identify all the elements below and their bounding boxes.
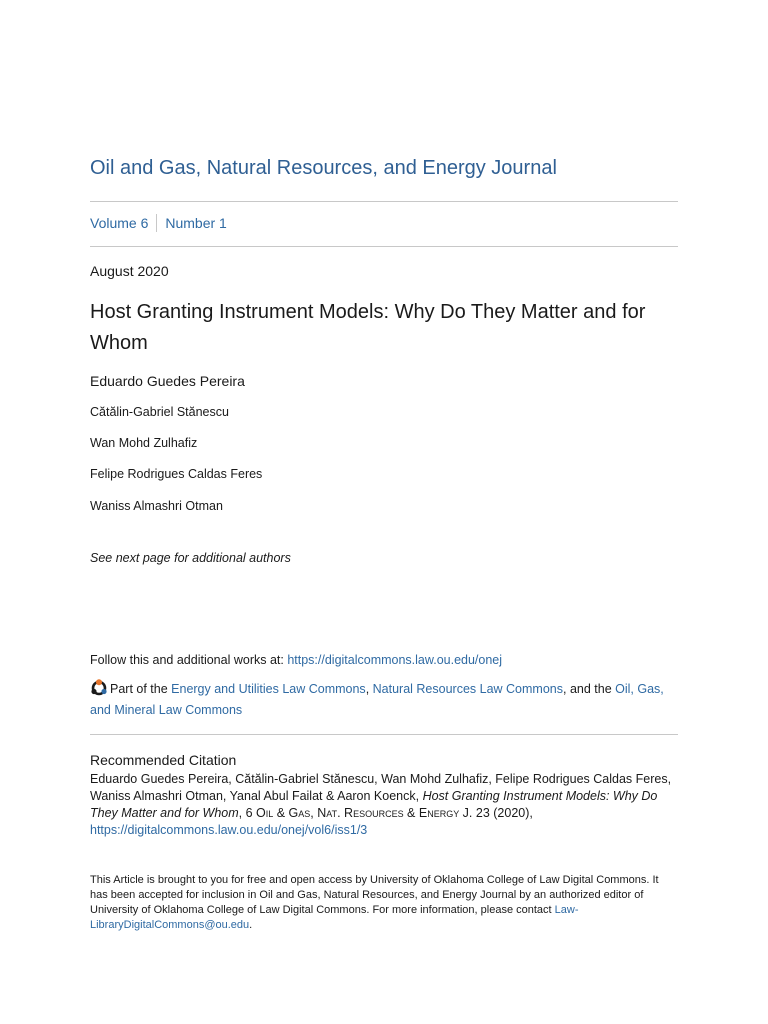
separator-text: , — [365, 682, 373, 696]
citation-journal-abbrev: Oil & Gas, Nat. Resources & Energy — [256, 806, 460, 820]
number-link[interactable]: Number 1 — [165, 215, 227, 231]
energy-utilities-law-link[interactable]: Energy and Utilities Law Commons — [171, 682, 366, 696]
recommended-citation-heading: Recommended Citation — [90, 752, 237, 768]
separator — [156, 214, 157, 232]
separator-text: , and the — [563, 682, 616, 696]
contact-email-link[interactable]: Law-LibraryDigitalCommons@ou.edu — [90, 904, 579, 931]
divider — [90, 201, 678, 202]
access-notice-text: This Article is brought to you for free and open access by University of Oklahoma College of Law Digital Commons. It has been accepted for inclusion in Oil and Gas, Natural Resources, and Energy Journal by an authorized editor of University of Oklahoma College of Law Digital Commons. For more information, please contact — [90, 874, 659, 916]
divider — [90, 734, 678, 735]
author-name: Felipe Rodrigues Caldas Feres — [90, 467, 263, 481]
citation-url-link[interactable]: https://digitalcommons.law.ou.edu/onej/vol6/iss1/3 — [90, 823, 368, 837]
collection-url-link[interactable]: https://digitalcommons.law.ou.edu/onej — [287, 653, 503, 667]
part-of-prefix: Part of the — [110, 682, 172, 696]
author-name: Waniss Almashri Otman — [90, 499, 223, 513]
journal-title-link[interactable]: Oil and Gas, Natural Resources, and Energy Journal — [90, 157, 557, 179]
access-notice — [90, 873, 678, 933]
citation-text — [90, 771, 678, 839]
follow-line — [90, 653, 502, 667]
author-name: Cătălin-Gabriel Stănescu — [90, 405, 229, 419]
additional-authors-note: See next page for additional authors — [90, 551, 291, 565]
follow-label: Follow this and additional works at: — [90, 653, 288, 667]
article-title: Host Granting Instrument Models: Why Do They Matter and for Whom — [90, 301, 646, 354]
part-of-line — [90, 679, 678, 721]
author-name: Eduardo Guedes Pereira — [90, 373, 245, 389]
access-notice-end: . — [249, 919, 253, 931]
publication-date: August 2020 — [90, 263, 169, 279]
citation-title: Host Granting Instrument Models: Why Do They Matter and for Whom — [90, 789, 658, 820]
network-icon — [90, 679, 108, 697]
citation-authors: Eduardo Guedes Pereira, Cătălin-Gabriel Stănescu, Wan Mohd Zulhafiz, Felipe Rodrigues Caldas Feres, Waniss Almashri Otman, Yanal Abul Failat & Aaron Koenck, — [90, 772, 672, 803]
volume-issue-row — [90, 214, 227, 232]
author-name: Wan Mohd Zulhafiz — [90, 436, 198, 450]
volume-link[interactable]: Volume 6 — [90, 215, 149, 231]
divider — [90, 246, 678, 247]
oil-gas-mineral-law-link[interactable]: Oil, Gas, and Mineral Law Commons — [90, 682, 664, 717]
citation-source-post: J. 23 (2020), — [459, 806, 533, 820]
citation-source-pre: , 6 — [238, 806, 257, 820]
natural-resources-law-link[interactable]: Natural Resources Law Commons — [372, 682, 563, 696]
